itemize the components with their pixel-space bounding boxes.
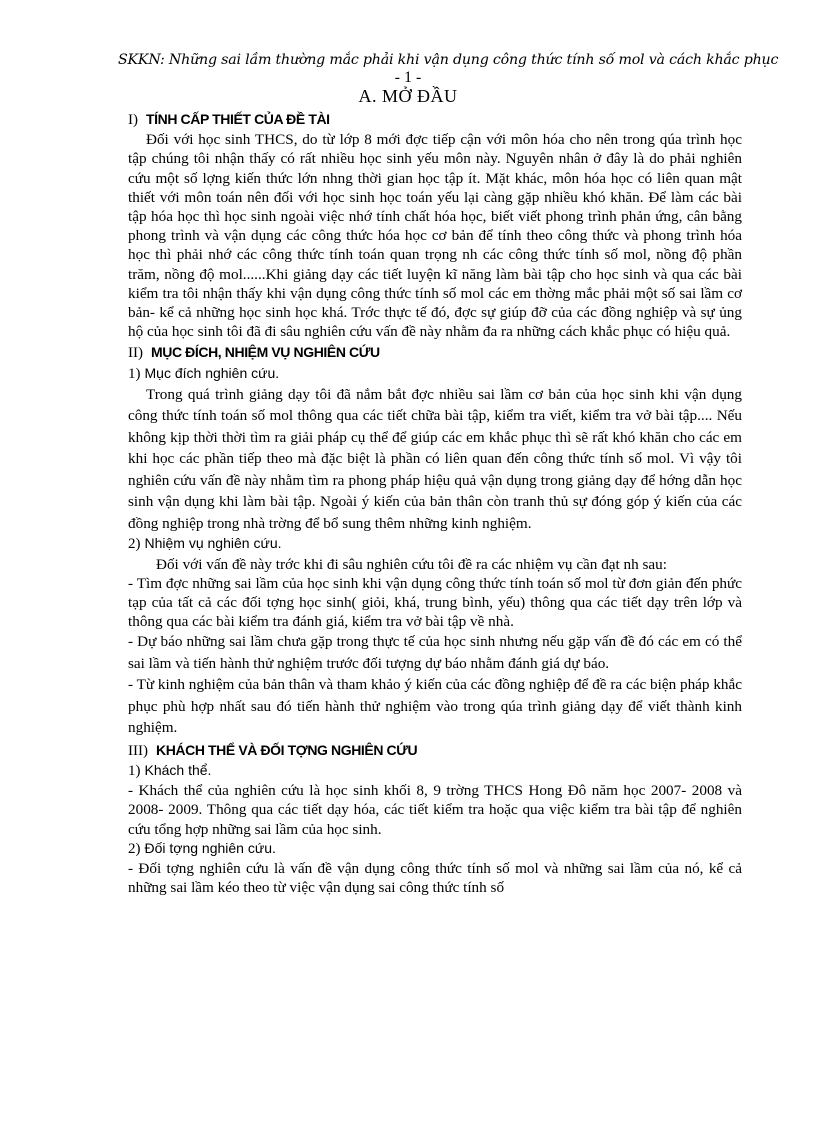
subsection-number: 2) — [128, 840, 141, 857]
section-title: KHÁCH THỂ VÀ ĐỐI TỢNG NGHIÊN CỨU — [155, 741, 418, 758]
subsection-title: Khách thể. — [144, 762, 212, 779]
subsection-heading — [128, 364, 742, 384]
running-header: SKKN: Những sai lầm thường mắc phải khi vận dụng công thức tính số mol và cách khắc phục — [118, 52, 779, 68]
subsection-heading — [128, 534, 742, 554]
section-heading — [128, 343, 742, 363]
subsection-heading — [128, 761, 742, 781]
section-number: III) — [128, 742, 148, 759]
paragraph: - Đối tợng nghiên cứu là vấn đề vận dụng công thức tính số mol và những sai lầm của nó, kể cả những sai lầm kéo theo từ việc vận dụng sai công thức tính số — [128, 860, 742, 897]
subsection-title: Nhiệm vụ nghiên cứu. — [144, 535, 282, 552]
paragraph: - Khách thể của nghiên cứu là học sinh khối 8, 9 trờng THCS Hong Đô năm học 2007- 2008 và 2008- 2009. Thông qua các tiết dạy hóa, các tiết kiểm tra hoặc qua việc kiểm tra bài tập để nghiên cứu tổng hợp những sai lầm của học sinh. — [128, 782, 742, 838]
main-heading: A. MỞ ĐẦU — [358, 86, 458, 106]
document-body — [128, 108, 742, 897]
section-title: MỤC ĐÍCH, NHIỆM VỤ NGHIÊN CỨU — [151, 344, 380, 361]
section-heading — [128, 741, 742, 761]
paragraph: Đối với học sinh THCS, do từ lớp 8 mới đợc tiếp cận với môn hóa cho nên trong qúa trình học tập chúng tôi nhận thấy có rất nhiều học sinh yếu môn này. Nguyên nhân ở đây là do phải nghiên cứu một số lợng kiến thức lớn nhng thời gian học tập ít. Mặt khác, môn hóa học có liên quan mật thiết với môn toán nên đối với học sinh học toán yếu lại càng gặp nhiều khó khăn. Để làm các bài tập hóa học thì học sinh ngoài việc nhớ tính chất hóa học, biết viết phong trình phản ứng, cân bằng phong trình và vận dụng các công thức hóa học cơ bản để tính theo công thức và phong trình hóa học thì phải nhớ các công thức tính toán quan trọng nh các công thức tính số mol, nồng độ phần trăm, nồng độ mol......Khi giảng dạy các tiết luyện kĩ năng làm bài tập cho học sinh và qua các bài kiểm tra tôi nhận thấy khi vận dụng công thức tính số mol các em thờng mắc phải một số sai lầm cơ bản- kể cả những học sinh học khá. Trớc thực tế đó, đợc sự giúp đỡ của các đồng nghiệp và sự ủng hộ của học sinh tôi đã đi sâu nghiên cứu vấn đề này nhằm đa ra những cách khắc phục có hiệu quả. — [128, 131, 742, 341]
paragraph: - Dự báo những sai lầm chưa gặp trong thực tế của học sinh nhưng nếu gặp vấn đề đó các em có thể sai lầm và tiến hành thử nghiệm trước đối tượng dự báo nhằm đánh giá dự báo. — [128, 633, 742, 672]
section-number: I) — [128, 112, 138, 128]
page-number: - 1 - — [394, 69, 422, 86]
paragraph: - Từ kinh nghiệm của bản thân và tham khảo ý kiến của các đồng nghiệp để đề ra các biện pháp khắc phục phù hợp nhất sau đó tiến hành thử nghiệm vào trong qúa trình giảng dạy để viết thành kinh nghiệm. — [128, 676, 742, 737]
subsection-number: 2) — [128, 536, 141, 553]
subsection-number: 1) — [128, 365, 141, 382]
paragraph: Đối với vấn đề này trớc khi đi sâu nghiên cứu tôi đề ra các nhiệm vụ cần đạt nh sau: — [156, 555, 667, 573]
subsection-title: Đối tợng nghiên cứu. — [144, 839, 276, 856]
subsection-number: 1) — [128, 763, 141, 780]
subsection-title: Mục đích nghiên cứu. — [144, 364, 280, 381]
section-title: TÍNH CẤP THIẾT CỦA ĐỀ TÀI — [146, 111, 330, 127]
paragraph: - Tìm đợc những sai lầm của học sinh khi vận dụng công thức tính toán số mol từ đơn giản đến phức tạp của tất cả các đối tợng học sinh( giỏi, khá, trung bình, yếu) thông qua các tiết dạy trên lớp và thông qua các bài kiểm tra đánh giá, kiểm tra vở bài tập về nhà. — [128, 574, 742, 631]
section-heading — [128, 110, 742, 130]
paragraph: Trong quá trình giảng dạy tôi đã nắm bắt đợc nhiều sai lầm cơ bản của học sinh khi vận dụng công thức tính toán số mol thông qua các tiết chữa bài tập, kiểm tra viết, kiểm tra vở bài tập.... Nếu không kịp thời thời tìm ra giải pháp cụ thể để giúp các em khắc phục thì sẽ rất khó khăn cho các em khi học các phần tiếp theo mà đặc biệt là phần có liên quan đến công thức tính số mol. Vì vậy tôi nghiên cứu vấn đề này nhằm tìm ra phong pháp hiệu quả vận dụng trong giảng dạy để hớng dẫn học sinh vận dụng khi làm bài tập. Ngoài ý kiến của bản thân còn tranh thủ sự đóng góp ý kiến của các đồng nghiệp trong nhà trờng để bổ sung thêm những kinh nghiệm. — [128, 385, 742, 532]
subsection-heading — [128, 839, 742, 859]
section-number: II) — [128, 345, 143, 362]
